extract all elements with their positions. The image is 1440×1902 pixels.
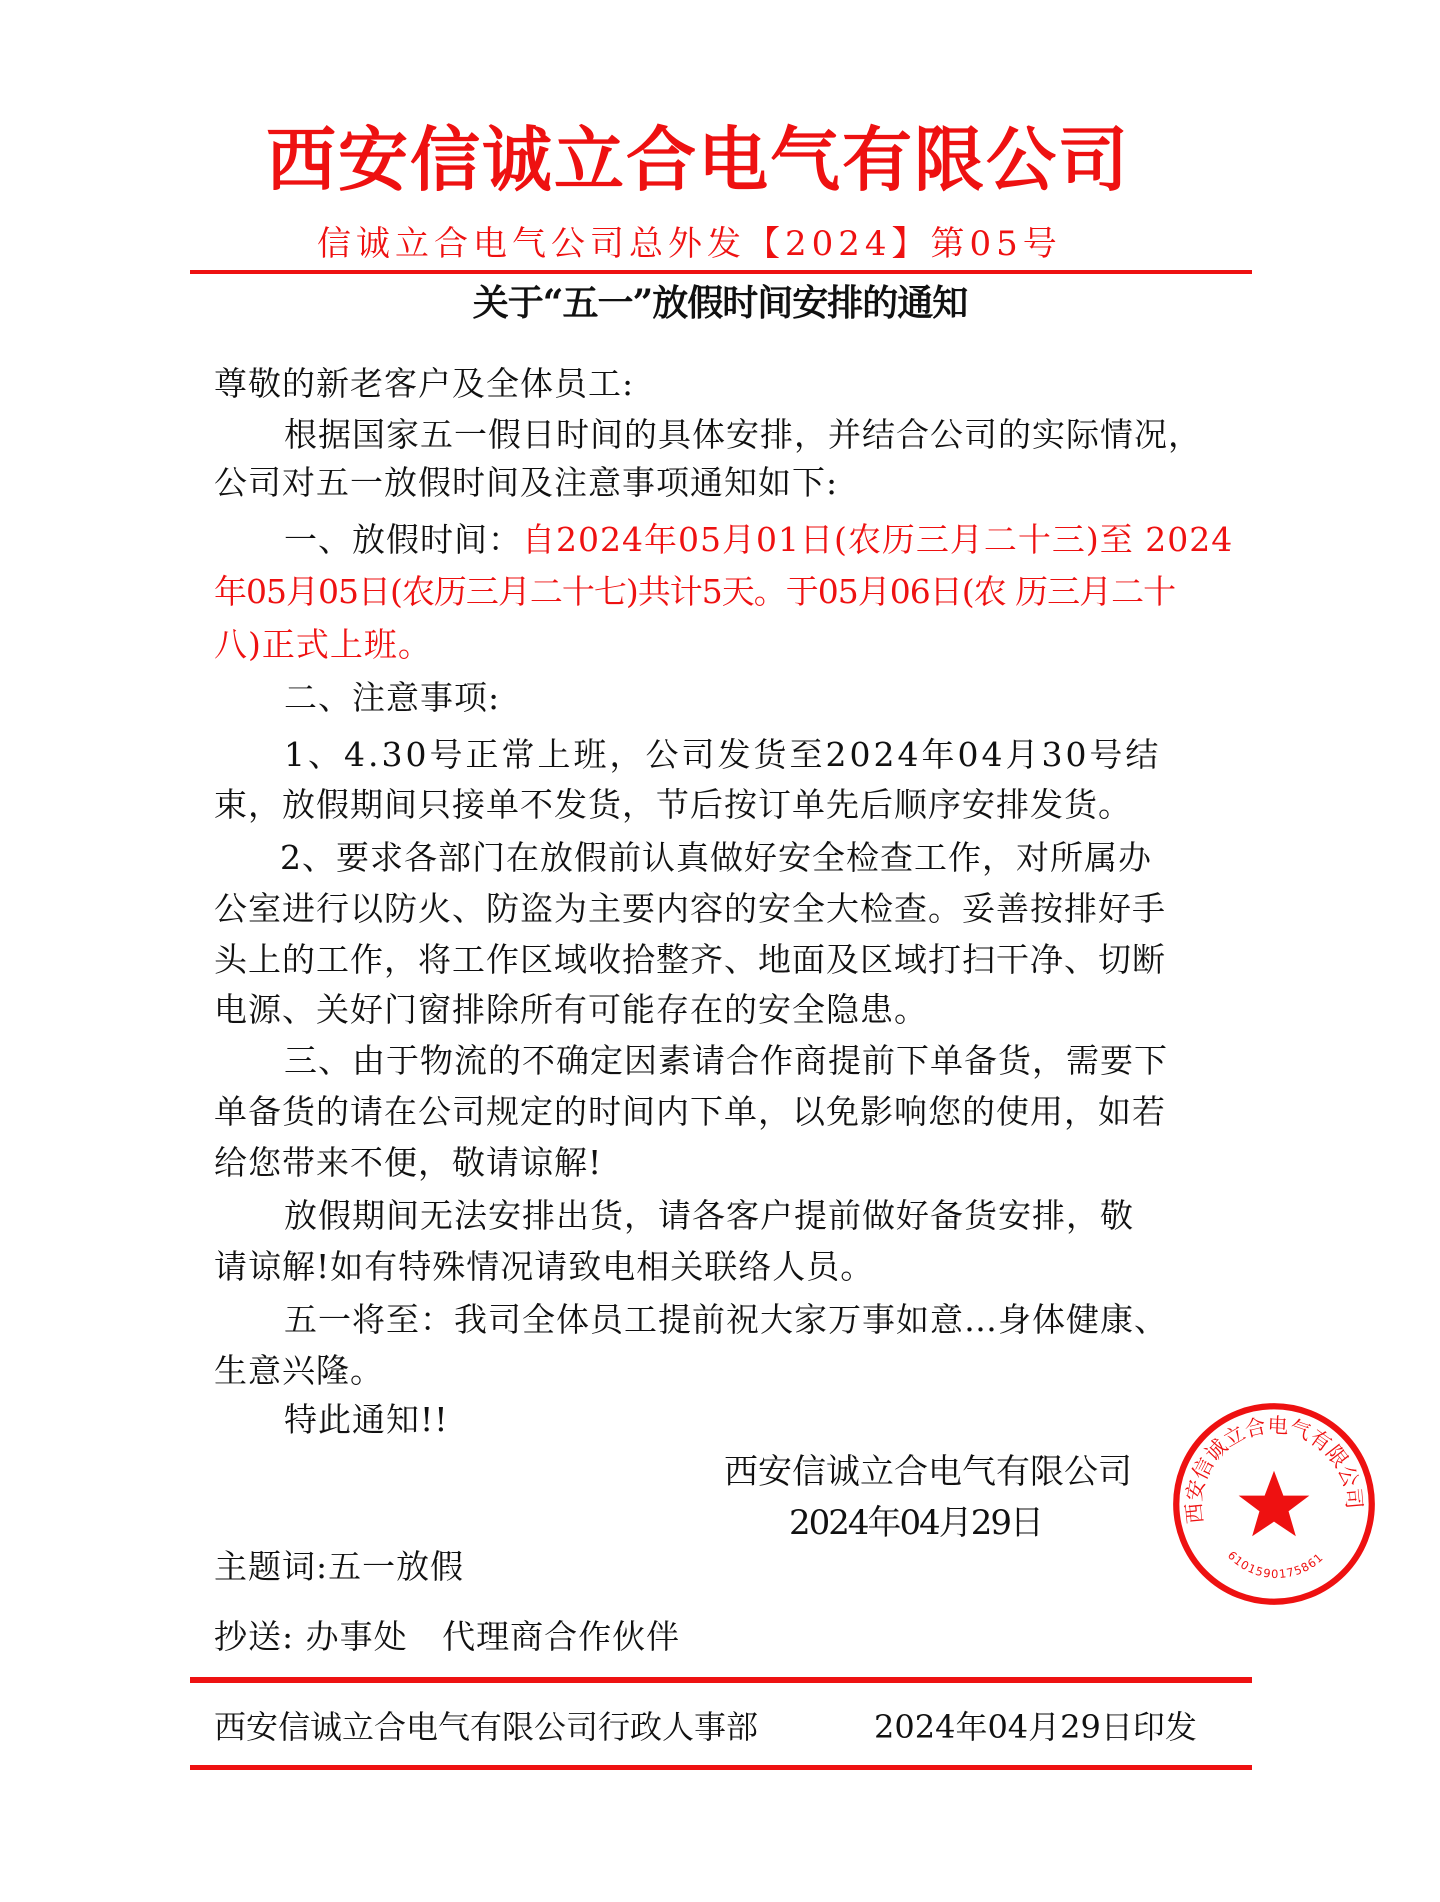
body-line: 根据国家五一假日时间的具体安排，并结合公司的实际情况， xyxy=(284,415,1202,454)
signature-date: 2024年04月29日 xyxy=(789,1503,1043,1543)
footer-print-date: 2024年04月29日印发 xyxy=(874,1708,1197,1746)
body-line: 1、4.30号正常上班，公司发货至2024年04月30号结 xyxy=(284,735,1162,774)
header-divider xyxy=(190,270,1252,274)
body-line: 二、注意事项: xyxy=(284,678,501,717)
body-line: 五一将至：我司全体员工提前祝大家万事如意…身体健康、 xyxy=(284,1300,1168,1339)
notice-title: 关于“五一”放假时间安排的通知 xyxy=(472,282,968,324)
body-line: 公室进行以防火、防盗为主要内容的安全大检查。妥善按排好手 xyxy=(214,889,1166,928)
body-line: 八)正式上班。 xyxy=(214,625,432,664)
body-line: 电源、关好门窗排除所有可能存在的安全隐患。 xyxy=(214,990,928,1029)
body-line: 三、由于物流的不确定因素请合作商提前下单备货，需要下 xyxy=(284,1041,1168,1080)
signature-company: 西安信诚立合电气有限公司 xyxy=(724,1452,1132,1492)
svg-text:6101590175861: 6101590175861 xyxy=(1224,1548,1327,1582)
section-heading: 一、放假时间： xyxy=(284,520,522,559)
holiday-period: 自2024年05月01日(农历三月二十三)至 2024 xyxy=(522,520,1234,559)
body-line: 放假期间无法安排出货，请各客户提前做好备货安排，敬 xyxy=(284,1196,1134,1235)
body-line: 单备货的请在公司规定的时间内下单，以免影响您的使用，如若 xyxy=(214,1092,1166,1131)
closing: 特此通知!! xyxy=(284,1400,449,1439)
body-line xyxy=(284,520,1233,560)
body-line: 年05月05日(农历三月二十七)共计5天。于05月06日(农 历三月二十 xyxy=(214,572,1176,611)
greeting: 尊敬的新老客户及全体员工: xyxy=(214,364,635,403)
footer-bottom-divider xyxy=(190,1765,1252,1770)
body-line: 束，放假期间只接单不发货，节后按订单先后顺序安排发货。 xyxy=(214,785,1132,824)
company-title: 西安信诚立合电气有限公司 xyxy=(266,118,1130,201)
body-line: 头上的工作，将工作区域收拾整齐、地面及区域打扫干净、切断 xyxy=(214,940,1166,979)
company-seal-stamp xyxy=(1170,1400,1378,1608)
document-number: 信诚立合电气公司总外发【2024】第05号 xyxy=(317,224,1062,264)
body-line: 生意兴隆。 xyxy=(214,1351,384,1390)
body-line: 公司对五一放假时间及注意事项通知如下: xyxy=(214,463,839,502)
body-line: 2、要求各部门在放假前认真做好安全检查工作，对所属办 xyxy=(280,838,1152,877)
svg-text:西安信诚立合电气有限公司: 西安信诚立合电气有限公司 xyxy=(1181,1413,1367,1525)
keywords: 主题词:五一放假 xyxy=(214,1547,465,1586)
footer-department: 西安信诚立合电气有限公司行政人事部 xyxy=(214,1708,759,1746)
cc-list: 抄送: 办事处 代理商合作伙伴 xyxy=(214,1617,681,1656)
footer-top-divider xyxy=(190,1677,1252,1683)
body-line: 请谅解!如有特殊情况请致电相关联络人员。 xyxy=(214,1247,875,1286)
body-line: 给您带来不便，敬请谅解! xyxy=(214,1143,603,1182)
